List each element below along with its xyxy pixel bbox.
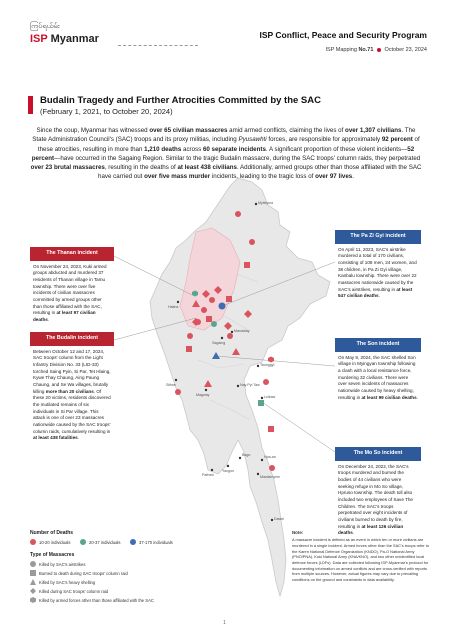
city-label-sagaing: Sagaing bbox=[212, 341, 226, 345]
legend-type-shelling bbox=[30, 579, 95, 585]
city-taunggyi-dot bbox=[257, 365, 259, 367]
city-yangon-dot bbox=[227, 465, 229, 467]
city-label-magway: Magway bbox=[196, 393, 210, 397]
legend-type-label: Killed by SAC's heavy shelling bbox=[39, 579, 96, 585]
legend-deaths-label: 10-20 individuals bbox=[39, 539, 71, 545]
marker-airstrike bbox=[235, 211, 241, 217]
city-label-pathein: Pathein bbox=[202, 473, 215, 477]
budalin-incident-title: The Budalin incident bbox=[30, 332, 114, 346]
marker-airstrike bbox=[219, 303, 226, 310]
hexagon-icon bbox=[30, 597, 36, 603]
note-text: A massacre incident is defined as an event in which ten or more civilians are murdered in a single incident. Armed forces other than the SAC's troops refer to the Karen National Defence Organization (KNDO), Pa-O National Army (PNO/PNA), Kuki National Army (KNA/KNO), and two other unidentified local defence forces (LDFs). Data are collected following ISP-Myanmar's protocol for documenting information on armed conflicts and are cross-verified with reports from multiple sources. However, actual figures may vary due to prevailing conditions on the ground and constraints in data availability. bbox=[292, 537, 429, 582]
circle-icon bbox=[30, 561, 36, 567]
city-naypyitaw-dot bbox=[237, 385, 239, 387]
marker-airstrike bbox=[269, 465, 275, 471]
legend-type-label: Killed during SAC troops' column raid bbox=[39, 588, 109, 594]
budalin-incident-text: Between October 12 and 17, 2024, SAC troops' column from the Light Infantry Division No. 33 (LID-33) torched Saing Pyin, Si Par, Tet Hlaing, Kywe Thay Chaung, Aing Paung Chaung, and Se Wa villages, brutally killing more than 20 civilians. Of these 20 victims, residents discovered the mutilated remains of six individuals in Si Par village. This attack is one of over 23 massacres nationwide caused by the SAC troops' column raids, cumulatively resulting in at least 438 fatalities. bbox=[33, 348, 111, 441]
city-myitkyina-dot bbox=[255, 203, 257, 205]
city-label-hakha: Hakha bbox=[168, 305, 179, 309]
city-pathein-dot bbox=[211, 469, 213, 471]
city-mawlamyine-dot bbox=[257, 473, 259, 475]
marker-airstrike bbox=[187, 333, 193, 339]
pazigyi-incident-text: On April 11, 2023, SAC's airstrike murdered a total of 170 civilians, consisting of 108 men, 24 women, and 38 children, in Pa Zi Gyi village, Kanbalu township. There were over 22 massacres nationwide caused by the SAC's airstrikes, resulting in at least 547 civilian deaths. bbox=[338, 246, 417, 299]
legend-type-other-armed bbox=[30, 597, 154, 603]
city-label-taunggyi: Taunggyi bbox=[260, 363, 275, 367]
moso-incident-box bbox=[335, 447, 421, 537]
intro-paragraph: Since the coup, Myanmar has witnessed over 65 civilian massacres amid armed conflicts, claiming the lives of over 1,307 civilians. The State Administration Council's (SAC) troops and its proxy militias, including Pyusawhti forces, are responsible for approximately 92 percent of these atrocities, resulting in more than 1,210 deaths across 60 separate incidents. A significant proportion of these violent incidents—52 percent—have occurred in the Sagaing Region. Similar to the tragic Budalin massacre, during the SAC troops' column raids, they perpetrated over 23 brutal massacres, resulting in the deaths of at least 438 civilians. Additionally, armed groups other than those affiliated with the SAC have carried out over five mass murder incidents, leading to the tragic loss of over 97 lives. bbox=[30, 127, 422, 181]
legend-deaths-37-170 bbox=[130, 539, 173, 545]
logo-burmese-text: ကြပ်ရယ်မ်း bbox=[30, 23, 60, 30]
green-circle-icon bbox=[80, 539, 86, 545]
marker-burned bbox=[244, 262, 250, 268]
marker-burned bbox=[268, 426, 274, 432]
city-label-mandalay: Mandalay bbox=[234, 329, 250, 333]
page-number: 1 bbox=[223, 620, 226, 626]
city-dawei-dot bbox=[271, 519, 273, 521]
city-label-hpaan: Hpa-an bbox=[264, 455, 276, 459]
marker-burned bbox=[226, 296, 232, 302]
city-label-mawlamyine: Mawlamyine bbox=[260, 475, 280, 479]
marker-airstrike bbox=[263, 379, 269, 385]
thanan-incident-box bbox=[30, 247, 114, 324]
legend-deaths-title: Number of Deaths bbox=[30, 530, 74, 536]
city-mandalay-dot bbox=[231, 331, 233, 333]
son-incident-text: On May 9, 2024, the SAC shelled Son village in Myingyan township following a clash with a local resistance force, murdering 32 civilians. There were over seven incidents of massacres nationwide caused by heavy shelling, resulting in at least 99 civilian deaths. bbox=[338, 354, 418, 400]
city-label-loikaw: Loikaw bbox=[264, 395, 276, 399]
city-hpaan-dot bbox=[261, 459, 263, 461]
triangle-icon bbox=[30, 579, 36, 585]
legend-type-airstrike bbox=[30, 561, 85, 567]
red-circle-icon bbox=[30, 539, 36, 545]
logo-isp: ISP bbox=[30, 33, 48, 45]
methodology-note bbox=[292, 530, 430, 583]
legend-deaths-label: 20-37 individuals bbox=[89, 539, 121, 545]
city-sagaing-dot bbox=[221, 337, 223, 339]
pazigyi-incident-box bbox=[335, 230, 421, 300]
city-sittwe-dot bbox=[175, 379, 177, 381]
legend-type-label: Burned to death during SAC troops' column raid bbox=[39, 570, 128, 576]
note-title: Note: bbox=[292, 530, 304, 535]
mapping-prefix: ISP Mapping bbox=[325, 47, 357, 53]
logo-myanmar: Myanmar bbox=[50, 33, 99, 45]
city-magway-dot bbox=[205, 389, 207, 391]
city-label-sittwe: Sittwe bbox=[166, 383, 176, 387]
program-title: ISP Conflict, Peace and Security Program bbox=[259, 30, 427, 40]
legend-type-label: Killed by SAC's airstrikes bbox=[39, 561, 86, 567]
legend-type-label: Killed by armed forces other than those affiliated with the SAC bbox=[39, 597, 154, 603]
city-label-bago: Bago bbox=[242, 453, 251, 457]
legend-type-burned bbox=[30, 570, 128, 576]
marker-airstrike bbox=[209, 297, 215, 303]
thanan-incident-title: The Thanan incident bbox=[30, 247, 114, 261]
legend-types-title: Type of Massacres bbox=[30, 552, 75, 558]
son-incident-title: The Son incident bbox=[335, 338, 421, 352]
city-label-dawei: Dawei bbox=[274, 517, 284, 521]
city-bago-dot bbox=[239, 457, 241, 459]
legend-type-column-raid bbox=[30, 588, 108, 594]
marker-airstrike bbox=[201, 307, 207, 313]
legend-deaths-20-37 bbox=[80, 539, 120, 545]
marker-airstrike bbox=[175, 389, 181, 395]
moso-incident-title: The Mo So incident bbox=[335, 447, 421, 461]
moso-incident-text: On December 24, 2022, the SAC's troops murdered and burned the bodies of 44 civilians who were seeking refuge in Mo So village, Hpruso township. The death toll also included two employees of Save The Children. The SAC's troops perpetrated over eight incidents of civilians burned to death by fire, resulting in at least 126 civilian deaths. bbox=[338, 463, 413, 536]
city-hakha-dot bbox=[177, 301, 179, 303]
page-title: Budalin Tragedy and Further Atrocities Committed by the SAC bbox=[40, 95, 321, 106]
blue-circle-icon bbox=[130, 539, 136, 545]
budalin-incident-box bbox=[30, 332, 114, 442]
square-icon bbox=[30, 570, 36, 576]
city-label-naypyitaw: Nay Pyi Taw bbox=[240, 383, 260, 387]
mapping-date: October 23, 2024 bbox=[384, 47, 427, 53]
marker-other-armed bbox=[268, 357, 274, 363]
marker-burned bbox=[206, 316, 212, 322]
diamond-icon bbox=[30, 588, 36, 594]
city-label-myitkyina: Myitkyina bbox=[258, 201, 273, 205]
son-incident-box bbox=[335, 338, 421, 401]
city-label-yangon: Yangon bbox=[222, 469, 235, 473]
marker-airstrike bbox=[227, 333, 233, 339]
pazigyi-incident-title: The Pa Zi Gyi incident bbox=[335, 230, 421, 244]
page-subtitle: (February 1, 2021, to October 20, 2024) bbox=[40, 107, 173, 116]
marker-burned bbox=[186, 346, 192, 352]
marker-burned bbox=[258, 400, 264, 406]
city-loikaw-dot bbox=[261, 397, 263, 399]
marker-airstrike bbox=[249, 239, 255, 245]
legend-deaths-label: 37-170 individuals bbox=[139, 539, 173, 545]
legend-deaths-10-20 bbox=[30, 539, 70, 545]
mapping-number: No.71 bbox=[358, 47, 374, 53]
thanan-incident-text: On November 24, 2023, Kuki armed groups abducted and murdered 37 residents of Thanan village in Tamu township. There were over five incidents of civilian massacres committed by armed groups other than those affiliated with the SAC, resulting in at least 97 civilian deaths. bbox=[33, 263, 107, 322]
